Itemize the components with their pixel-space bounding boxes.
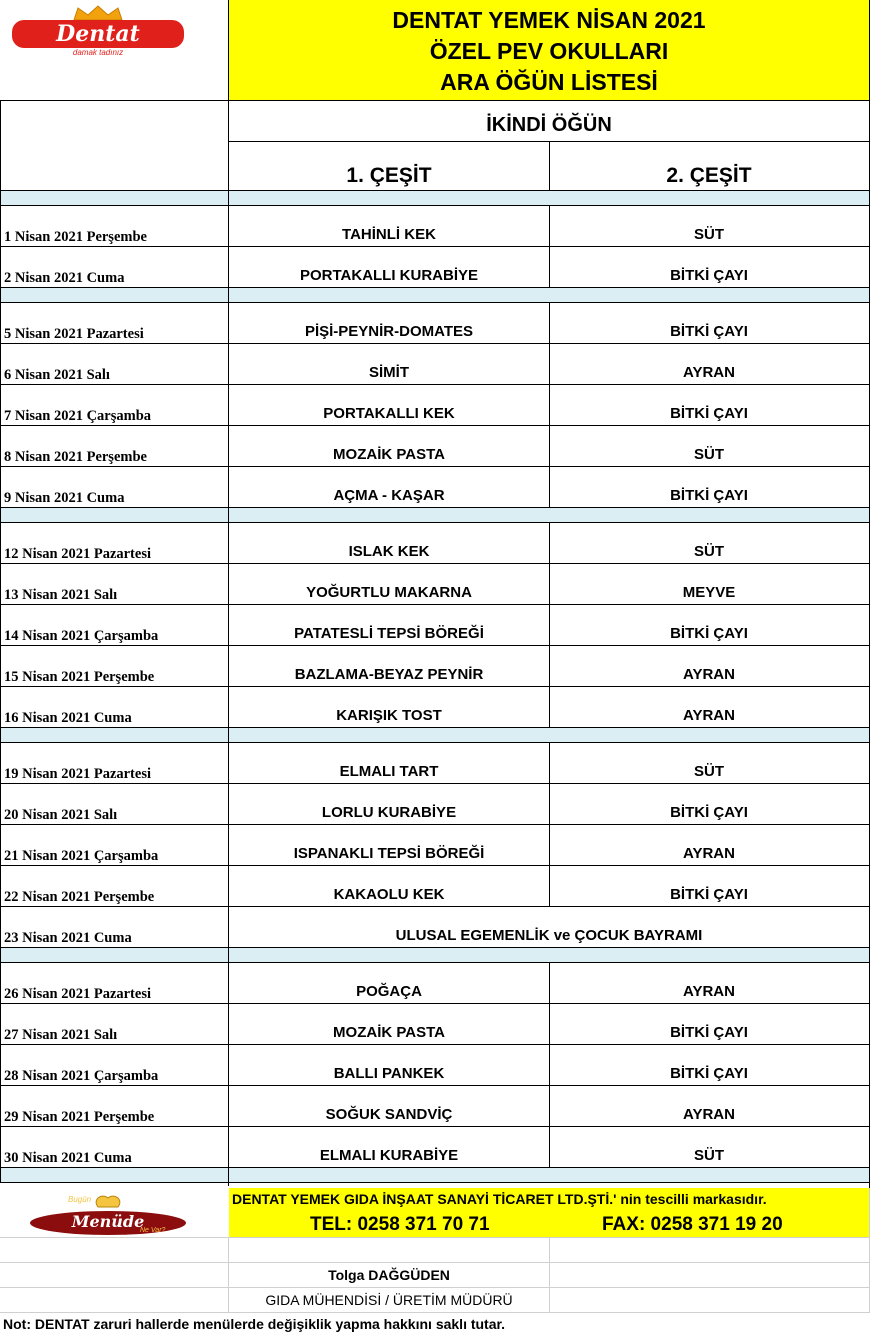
day-date: 19 Nisan 2021 Pazartesi (4, 766, 151, 782)
day-date: 16 Nisan 2021 Cuma (4, 710, 132, 726)
grid-line (549, 686, 550, 727)
grid-line (0, 906, 870, 907)
signer-name: Tolga DAĞGÜDEN (328, 1267, 450, 1283)
item-2-cell: AYRAN (683, 364, 735, 381)
grid-line (549, 141, 550, 190)
week-separator (0, 287, 869, 302)
grid-line (0, 783, 870, 784)
grid-line (549, 205, 550, 246)
grid-line (549, 742, 550, 783)
logo-top-text: Bugün (68, 1195, 92, 1204)
fax-text: FAX: 0258 371 19 20 (602, 1214, 783, 1235)
item-2-cell: AYRAN (683, 845, 735, 862)
day-date: 1 Nisan 2021 Perşembe (4, 229, 147, 245)
item-2-cell: SÜT (694, 446, 724, 463)
grid-line (0, 100, 870, 101)
day-date: 12 Nisan 2021 Pazartesi (4, 546, 151, 562)
item-2-cell: AYRAN (683, 666, 735, 683)
item-1-cell: AÇMA - KAŞAR (333, 487, 445, 504)
grid-line (0, 1044, 870, 1045)
grid-line (549, 1044, 550, 1085)
disclaimer-note: Not: DENTAT zaruri hallerde menülerde değişiklik yapma hakkını saklı tutar. (3, 1316, 506, 1332)
item-1-cell: YOĞURTLU MAKARNA (306, 584, 472, 601)
item-1-cell: KARIŞIK TOST (336, 707, 442, 724)
grid-line (549, 604, 550, 645)
week-separator (0, 507, 869, 522)
grid-line (0, 287, 870, 288)
grid-line (549, 563, 550, 604)
grid-line (0, 205, 870, 206)
grid-line (549, 522, 550, 563)
item-1-cell: ISLAK KEK (348, 543, 430, 560)
grid-line (0, 302, 870, 303)
item-2-cell: BİTKİ ÇAYI (670, 886, 748, 903)
item-2-cell: SÜT (694, 763, 724, 780)
item-2-cell: SÜT (694, 226, 724, 243)
column-header-1: 1. ÇEŞİT (346, 164, 432, 187)
day-date: 26 Nisan 2021 Pazartesi (4, 986, 151, 1002)
item-1-cell: ISPANAKLI TEPSİ BÖREĞİ (293, 845, 485, 862)
day-date: 20 Nisan 2021 Salı (4, 807, 118, 823)
day-date: 30 Nisan 2021 Cuma (4, 1150, 132, 1166)
item-1-cell: MOZAİK PASTA (333, 446, 445, 463)
grid-line (549, 1003, 550, 1044)
week-separator (0, 190, 869, 205)
grid-line (0, 343, 870, 344)
item-1-cell: MOZAİK PASTA (333, 1024, 445, 1041)
grid-line (0, 1003, 870, 1004)
item-2-cell: BİTKİ ÇAYI (670, 487, 748, 504)
item-2-cell: SÜT (694, 543, 724, 560)
grid-line (0, 947, 870, 948)
tel-text: TEL: 0258 371 70 71 (310, 1214, 490, 1235)
item-2-cell: AYRAN (683, 983, 735, 1000)
item-2-cell: BİTKİ ÇAYI (670, 405, 748, 422)
item-1-cell: KAKAOLU KEK (333, 886, 445, 903)
item-1-cell: TAHİNLİ KEK (342, 226, 436, 243)
grid-line (549, 865, 550, 906)
day-date: 21 Nisan 2021 Çarşamba (4, 848, 159, 864)
grid-line (0, 246, 870, 247)
item-2-cell: AYRAN (683, 1106, 735, 1123)
item-2-cell: BİTKİ ÇAYI (670, 1024, 748, 1041)
item-1-cell: BAZLAMA-BEYAZ PEYNİR (294, 666, 484, 683)
grid-line (0, 522, 870, 523)
grid-line (0, 384, 870, 385)
grid-line (869, 1188, 870, 1312)
item-2-cell: AYRAN (683, 707, 735, 724)
grid-line (0, 1312, 870, 1313)
item-2-cell: BİTKİ ÇAYI (670, 804, 748, 821)
grid-line (0, 1237, 870, 1238)
day-date: 15 Nisan 2021 Perşembe (4, 669, 155, 685)
grid-line (549, 302, 550, 343)
company-text: DENTAT YEMEK GIDA İNŞAAT SANAYİ TİCARET LTD.ŞTİ.' nin tescilli markasıdır. (232, 1191, 767, 1207)
grid-line (0, 824, 870, 825)
item-2-cell: BİTKİ ÇAYI (670, 323, 748, 340)
grid-line (0, 507, 870, 508)
item-1-cell: ELMALI KURABİYE (319, 1147, 459, 1164)
grid-line (549, 824, 550, 865)
grid-line (549, 1237, 550, 1312)
grid-line (549, 1085, 550, 1126)
day-date: 7 Nisan 2021 Çarşamba (4, 408, 152, 424)
dentat-logo (8, 4, 188, 58)
signer-title: GIDA MÜHENDİSİ / ÜRETİM MÜDÜRÜ (265, 1292, 513, 1308)
grid-line (549, 783, 550, 824)
item-2-cell: BİTKİ ÇAYI (670, 1065, 748, 1082)
week-separator (0, 947, 869, 962)
day-date: 8 Nisan 2021 Perşembe (4, 449, 147, 465)
grid-line (549, 645, 550, 686)
week-separator (0, 727, 869, 742)
grid-line (549, 343, 550, 384)
grid-line (0, 865, 870, 866)
title-box (229, 0, 869, 100)
week-separator (0, 1167, 869, 1182)
grid-line (0, 1182, 870, 1183)
day-date: 22 Nisan 2021 Perşembe (4, 889, 155, 905)
grid-line (549, 246, 550, 287)
grid-line (0, 1126, 870, 1127)
grid-line (0, 1085, 870, 1086)
item-1-cell: PORTAKALLI KEK (323, 405, 455, 422)
grid-line (0, 563, 870, 564)
day-date: 23 Nisan 2021 Cuma (4, 930, 132, 946)
item-2-cell: SÜT (694, 1147, 724, 1164)
title-line-1: DENTAT YEMEK NİSAN 2021 (392, 7, 706, 33)
grid-line (0, 190, 870, 191)
item-2-cell: BİTKİ ÇAYI (670, 625, 748, 642)
item-1-cell: BALLI PANKEK (333, 1065, 445, 1082)
grid-line (0, 742, 870, 743)
item-1-cell: SİMİT (369, 364, 409, 381)
grid-line (0, 686, 870, 687)
grid-line (0, 1167, 870, 1168)
grid-line (869, 0, 870, 1188)
item-1-cell: PİŞİ-PEYNİR-DOMATES (304, 323, 474, 340)
meal-label: İKİNDİ ÖĞÜN (486, 114, 612, 136)
title-line-2: ÖZEL PEV OKULLARI (429, 38, 669, 64)
day-date: 6 Nisan 2021 Salı (4, 367, 110, 383)
grid-line (0, 466, 870, 467)
day-date: 27 Nisan 2021 Salı (4, 1027, 118, 1043)
menude-logo (28, 1193, 188, 1237)
day-date: 28 Nisan 2021 Çarşamba (4, 1068, 159, 1084)
grid-line (0, 425, 870, 426)
grid-line (0, 962, 870, 963)
item-1-cell: POĞAÇA (356, 983, 422, 1000)
day-date: 5 Nisan 2021 Pazartesi (4, 326, 144, 342)
grid-line (0, 1287, 870, 1288)
grid-line (228, 0, 229, 1186)
grid-line (549, 425, 550, 466)
day-date: 13 Nisan 2021 Salı (4, 587, 118, 603)
grid-line (0, 604, 870, 605)
holiday-cell: ULUSAL EGEMENLİK ve ÇOCUK BAYRAMI (395, 927, 703, 944)
grid-line (0, 1262, 870, 1263)
day-date: 2 Nisan 2021 Cuma (4, 270, 125, 286)
item-1-cell: LORLU KURABİYE (321, 804, 457, 821)
day-date: 14 Nisan 2021 Çarşamba (4, 628, 159, 644)
item-1-cell: ELMALI TART (339, 763, 439, 780)
item-1-cell: PATATESLİ TEPSİ BÖREĞİ (294, 625, 484, 642)
item-2-cell: BİTKİ ÇAYI (670, 267, 748, 284)
item-2-cell: MEYVE (682, 584, 736, 601)
grid-line (549, 1126, 550, 1167)
grid-line (0, 727, 870, 728)
grid-line (549, 384, 550, 425)
logo-tagline: damak tadınız (72, 48, 124, 57)
item-1-cell: SOĞUK SANDVİÇ (325, 1106, 453, 1123)
grid-line (0, 645, 870, 646)
day-date: 29 Nisan 2021 Perşembe (4, 1109, 155, 1125)
item-1-cell: PORTAKALLI KURABİYE (299, 267, 479, 284)
grid-line (549, 962, 550, 1003)
day-date: 9 Nisan 2021 Cuma (4, 490, 125, 506)
column-header-2: 2. ÇEŞİT (666, 164, 752, 187)
logo-main-text: Menüde (71, 1212, 145, 1231)
grid-line (549, 466, 550, 507)
logo-sub-text: Ne Var? (140, 1227, 166, 1234)
title-line-3: ARA ÖĞÜN LİSTESİ (440, 69, 658, 95)
logo-text: Dentat (56, 21, 140, 47)
grid-line (0, 100, 1, 1182)
